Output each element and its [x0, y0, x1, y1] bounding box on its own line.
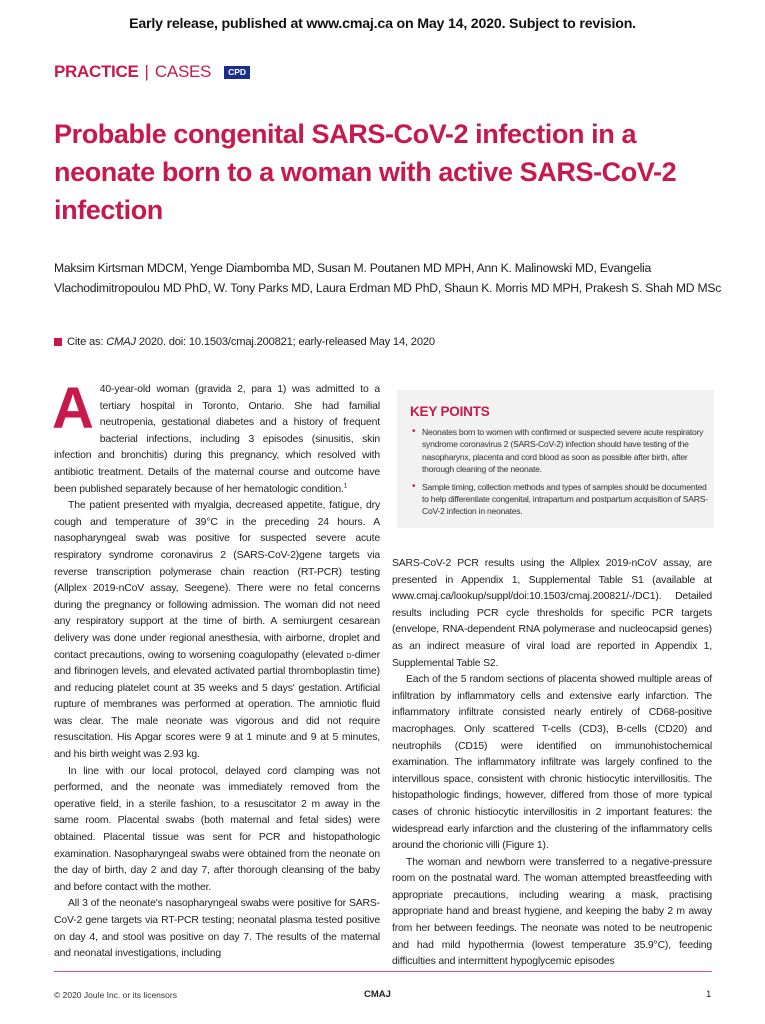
key-point-item	[410, 481, 710, 518]
key-point-text: Sample timing, collection methods and types of samples should be documented to help differentiate congenital, intrapartum and postpartum acquisition of SARS-CoV-2 infection in neonates.	[422, 481, 708, 517]
key-points-list	[410, 426, 710, 523]
key-points-heading: KEY POINTS	[410, 404, 490, 419]
footer-journal: CMAJ	[364, 989, 391, 1000]
footer-divider	[54, 971, 712, 972]
citation	[54, 336, 435, 348]
paragraph-text: -dimer and fibrinogen levels, and elevated activated partial thromboplastin time) and reducing platelet count at 35 weeks and 5 days' gestation. Artificial rupture of membranes was performed at operation. The amniotic fluid was clear. The male neonate was vigorous and did not require resuscitation. His Apgar scores were 9 at 1 minute and 9 at 5 minutes, and his birth weight was 2.93 kg.	[54, 649, 380, 761]
section-secondary: CASES	[154, 62, 212, 81]
paragraph: In line with our local protocol, delayed cord clamping was not performed, and the neonate was immediately removed from the operative field, in a sterile fashion, to a resuscitator 2 m away in the same room. Placental swabs (both maternal and fetal sides) were obtained. Placental tissue was sent for PCR and histopathologic examination. Nasopharyngeal swabs were obtained from the neonate on the day of birth, day 2 and day 7, after thorough cleansing of the baby and before contact with the mother.	[54, 765, 380, 893]
paragraph	[52, 376, 380, 498]
cite-journal: CMAJ	[106, 336, 136, 348]
small-caps-d: d	[346, 649, 352, 661]
bullet-icon: •	[412, 480, 416, 492]
left-column	[52, 376, 380, 963]
cite-rest: 2020. doi: 10.1503/cmaj.200821; early-released May 14, 2020	[135, 336, 435, 348]
footer-copyright: © 2020 Joule Inc. or its licensors	[54, 990, 177, 1000]
reference-marker[interactable]: 1	[343, 482, 348, 490]
early-release-banner: Early release, published at www.cmaj.ca on May 14, 2020. Subject to revision.	[129, 16, 636, 32]
paragraph	[54, 498, 380, 764]
paragraph: SARS-CoV-2 PCR results using the Allplex 2019-nCoV assay, are presented in Appendix 1, Supplemental Table S1 (available at www.cmaj.ca/lookup/suppl/doi:10.1503/cmaj.200821/-/DC1). Detailed results including PCR cycle thresholds for specific PCR targets (envelope, RNA-dependent RNA polymerase and nucleocapsid genes) as an indirect measure of viral load are reported in Appendix 1, Supplemental Table S2.	[392, 558, 712, 669]
key-point-text: Neonates born to women with confirmed or suspected severe acute respiratory syndrome coronavirus 2 (SARS-CoV-2) infection should have testing of the nasopharynx, placenta and cord blood as soon as possible after birth, after thorough cleaning of the neonate.	[422, 427, 704, 475]
section-separator: |	[144, 62, 149, 81]
key-point-item	[410, 426, 710, 476]
paragraph-text: The patient presented with myalgia, decreased appetite, fatigue, dry cough and temperature of 39°C in the preceding 24 hours. A nasopharyngeal swab was positive for suspected severe acute respiratory syndrome coronavirus 2 (SARS-CoV-2)gene targets via reverse transcription polymerase chain reaction (RT-PCR) testing (Allplex 2019-nCoV assay, Seegene). There were no fetal concerns during the pregnancy or following admission. The woman did not need any respiratory support at the time of birth. A semiurgent cesarean delivery was done under regional anesthesia, with airborne, droplet and contact precautions, owing to worsening coagulopathy (elevated	[54, 500, 380, 661]
section-primary: PRACTICE	[54, 62, 139, 81]
author-list: Maksim Kirtsman MDCM, Yenge Diambomba MD, Susan M. Poutanen MD MPH, Ann K. Malinowski MD, Evangelia Vlachodimitropoulou MD PhD, W. Tony Parks MD, Laura Erdman MD PhD, Shaun K. Morris MD MPH, Prakesh S. Shah MD MSc	[54, 261, 722, 295]
paragraph: Each of the 5 random sections of placenta showed multiple areas of infiltration by inflammatory cells and extensive early infarction. The inflammatory infiltrate consisted nearly entirely of CD68-positive macrophages. Only scattered T-cells (CD3), B-cells (CD20) and neutrophils (CD15) were identified on immunohistochemical examination. The inflammatory infiltrate was largely confined to the intervillous space, consistent with chronic histiocytic intervillositis. The histopathologic findings, however, differed from those of more typical cases of chronic histiocytic intervillositis in 2 important features: the widespread early infarction and the clustering of the inflammatory cells around the chorionic villi (Figure 1).	[392, 674, 712, 852]
section-label	[54, 62, 250, 82]
paragraph-text: 40-year-old woman (gravida 2, para 1) was admitted to a tertiary hospital in Toronto, Ontario. She had familial neutropenia, gestational diabetes and a history of frequent bacterial infections, including 3 episodes (sinusitis, skin infection and bronchitis) during this pregnancy, which resolved with antibiotic treatment. Details of the maternal course and outcome have been published separately because of her hematologic condition.	[54, 384, 380, 495]
drop-cap: A	[52, 376, 94, 441]
paragraph: The woman and newborn were transferred to a negative-pressure room on the postnatal ward. The woman attempted breastfeeding with appropriate precautions, including wearing a mask, practising appropriate hand and breast hygiene, and keeping the baby 2 m away from her between feedings. The neonate was noted to be neutropenic and had mild hypothermia (lowest temperature 35.9°C), feeding difficulties and intermittent hypoglycemic episodes	[392, 856, 712, 968]
article-title: Probable congenital SARS-CoV-2 infection in a neonate born to a woman with active SARS-CoV-2 infection	[54, 119, 677, 225]
cpd-badge: CPD	[224, 66, 250, 79]
key-points-box	[397, 390, 714, 528]
cite-prefix: Cite as:	[67, 336, 107, 348]
square-bullet-icon	[54, 338, 62, 346]
bullet-icon: •	[412, 426, 416, 437]
page-number: 1	[706, 989, 712, 1000]
paragraph: All 3 of the neonate's nasopharyngeal swabs were positive for SARS-CoV-2 gene targets via RT-PCR testing; neonatal plasma tested positive on day 4, and stool was positive on day 7. The results of the maternal and neonatal investigations, including	[54, 898, 380, 960]
right-column	[392, 556, 712, 971]
